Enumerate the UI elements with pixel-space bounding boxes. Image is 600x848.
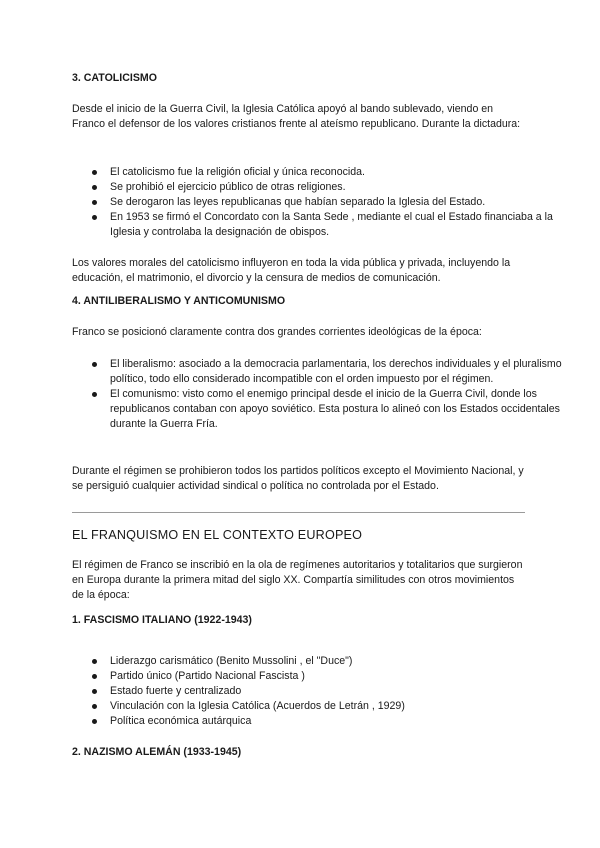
list-item: El catolicismo fue la religión oficial y única reconocida.: [110, 165, 565, 180]
antiliberalismo-closing: Durante el régimen se prohibieron todos los partidos políticos excepto el Movimiento Nacional, y se persiguió cualquier actividad sindical o política no controlada por el Estado.: [72, 465, 524, 492]
list-item: Se derogaron las leyes republicanas que habían separado la Iglesia del Estado.: [110, 195, 565, 210]
fascismo-list: [72, 654, 565, 729]
catolicismo-closing: Los valores morales del catolicismo influyeron en toda la vida pública y privada, incluyendo la educación, el matrimonio, el divorcio y la censura de medios de comunicación.: [72, 257, 511, 284]
section-heading-antiliberalismo: 4. ANTILIBERALISMO Y ANTICOMUNISMO: [72, 295, 286, 307]
contexto-europeo-intro: El régimen de Franco se inscribió en la ola de regímenes autoritarios y totalitarios que surgieron en Europa durante la primera mitad del siglo XX. Compartía similitudes con otros movimientos de la época:: [72, 559, 523, 601]
horizontal-divider: [72, 512, 525, 513]
antiliberalismo-intro: Franco se posicionó claramente contra dos grandes corrientes ideológicas de la época:: [72, 326, 482, 338]
list-item: Se prohibió el ejercicio público de otras religiones.: [110, 180, 565, 195]
list-item: Liderazgo carismático (Benito Mussolini , el "Duce"): [110, 654, 565, 669]
list-item: En 1953 se firmó el Concordato con la Santa Sede , mediante el cual el Estado financiaba a la Iglesia y controlaba la designación de obispos.: [110, 210, 565, 240]
section-heading-fascismo: 1. FASCISMO ITALIANO (1922-1943): [72, 614, 252, 626]
section-heading-catolicismo: 3. CATOLICISMO: [72, 72, 157, 84]
catolicismo-intro: Desde el inicio de la Guerra Civil, la Iglesia Católica apoyó al bando sublevado, viendo en Franco el defensor de los valores cristianos frente al ateísmo republicano. Durante la dictadura:: [72, 103, 521, 130]
list-item: Política económica autárquica: [110, 714, 565, 729]
list-item: Estado fuerte y centralizado: [110, 684, 565, 699]
section-heading-nazismo: 2. NAZISMO ALEMÁN (1933-1945): [72, 746, 242, 758]
list-item: El liberalismo: asociado a la democracia parlamentaria, los derechos individuales y el pluralismo político, todo ello considerado incompatible con el orden impuesto por el régimen.: [110, 357, 565, 387]
catolicismo-list: [72, 165, 565, 240]
list-item: Vinculación con la Iglesia Católica (Acuerdos de Letrán , 1929): [110, 699, 565, 714]
antiliberalismo-list: [72, 357, 565, 432]
list-item: Partido único (Partido Nacional Fascista ): [110, 669, 565, 684]
list-item: El comunismo: visto como el enemigo principal desde el inicio de la Guerra Civil, donde los republicanos contaban con apoyo soviético. Esta postura lo alineó con los Estados occidentales durante la Guerra Fría.: [110, 387, 565, 432]
section-heading-contexto-europeo: EL FRANQUISMO EN EL CONTEXTO EUROPEO: [72, 528, 363, 542]
